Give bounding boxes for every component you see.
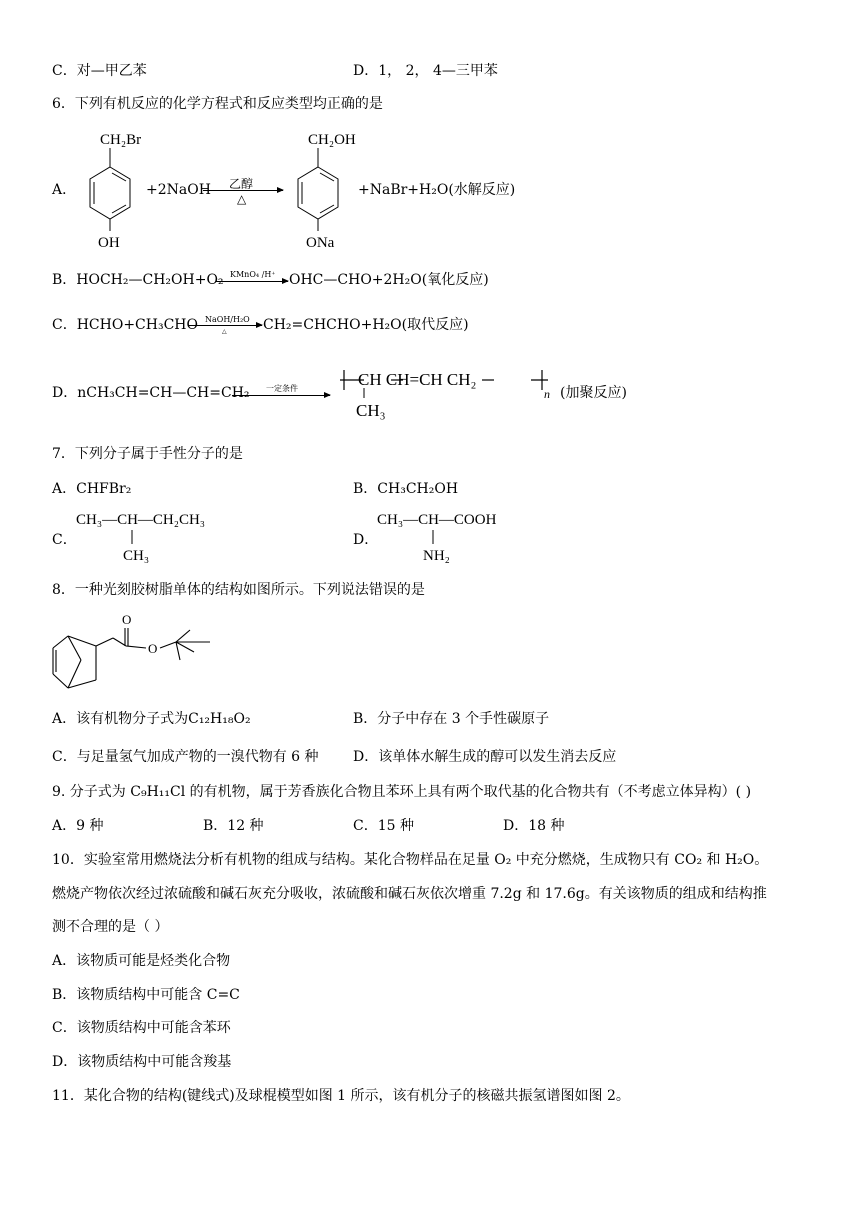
q6-a-reagent: +2NaOH xyxy=(146,182,211,198)
q7-d-structure xyxy=(377,508,537,568)
q5-option-c: C．对—甲乙苯 xyxy=(52,63,147,79)
q8-atom-o-carbonyl: O xyxy=(122,612,132,627)
q6-b-arrow xyxy=(216,281,288,282)
q6-d-polymer-structure xyxy=(336,362,558,422)
q8-option-d: D．该单体水解生成的醇可以发生消去反应 xyxy=(353,749,617,765)
q6-a-condition-top: 乙醇 xyxy=(229,177,254,191)
q8-stem: 8．一种光刻胶树脂单体的结构如图所示。下列说法错误的是 xyxy=(52,582,425,598)
q11-stem: 11．某化合物的结构(键线式)及球棍模型如图 1 所示，该有机分子的核磁共振氢谱图如图 2。 xyxy=(52,1088,630,1104)
q10-line-1: 10．实验室常用燃烧法分析有机物的组成与结构。某化合物样品在足量 O₂ 中充分燃烧，生成物只有 CO₂ 和 H₂O。 xyxy=(52,852,769,868)
q6-b-right: OHC—CHO+2H₂O(氧化反应) xyxy=(289,272,489,288)
q10-line-3: 测不合理的是（ ） xyxy=(52,919,169,935)
q7-d-main: CH₃—CH—COOH xyxy=(377,512,497,528)
q7-c-label: C． xyxy=(52,532,77,548)
q6-a-product-bottom-text: ONa xyxy=(306,235,335,251)
q8-option-c: C．与足量氢气加成产物的一溴代物有 6 种 xyxy=(52,749,319,765)
q8-atom-o-ester: O xyxy=(148,641,158,656)
q7-c-structure xyxy=(76,508,246,568)
q6-a-reactant-top-text: CH₂Br xyxy=(100,132,142,148)
q10-option-b: B．该物质结构中可能含 C=C xyxy=(52,987,240,1003)
q6-d-left: D．nCH₃CH=CH—CH=CH₂ xyxy=(52,385,250,401)
q6-c-condition-bottom: △ xyxy=(222,328,227,335)
q6-b-condition: KMnO₄ /H⁺ xyxy=(230,270,276,279)
q9-option-b: B．12 种 xyxy=(203,818,264,834)
q9-option-a: A．9 种 xyxy=(52,818,104,834)
q8-option-a: A．该有机物分子式为C₁₂H₁₈O₂ xyxy=(52,711,251,727)
q6-c-arrow xyxy=(188,325,262,326)
q6-a-product-top-text: CH₂OH xyxy=(308,132,356,148)
q7-c-main: CH₃—CH—CH₂CH₃ xyxy=(76,512,206,528)
q6-d-arrow xyxy=(232,395,330,396)
q7-option-a: A．CHFBr₂ xyxy=(52,481,132,497)
q8-monomer-structure xyxy=(48,608,228,700)
q6-stem: 6．下列有机反应的化学方程式和反应类型均正确的是 xyxy=(52,96,383,112)
q10-option-d: D．该物质结构中可能含羧基 xyxy=(52,1054,232,1070)
q10-line-2: 燃烧产物依次经过浓硫酸和碱石灰充分吸收，浓硫酸和碱石灰依次增重 7.2g 和 17.6g。有关该物质的组成和结构推 xyxy=(52,886,767,902)
q6-a-tail: +NaBr+H₂O(水解反应) xyxy=(358,182,516,198)
q8-option-b: B．分子中存在 3 个手性碳原子 xyxy=(353,711,550,727)
q6-d-condition: 一定条件 xyxy=(266,384,298,393)
q6-d-polymer-main: CH CH=CH CH₂ xyxy=(358,370,477,389)
q9-stem: 9. 分子式为 C₉H₁₁Cl 的有机物，属于芳香族化合物且苯环上具有两个取代基的化合物共有（不考虑立体异构）( ) xyxy=(52,784,752,800)
q6-d-type: (加聚反应) xyxy=(560,385,627,401)
q6-a-label: A． xyxy=(52,182,77,198)
q6-c-condition-top: NaOH/H₂O xyxy=(205,315,250,324)
q6-c-left: C．HCHO+CH₃CHO xyxy=(52,317,198,333)
q6-d-polymer-sub: CH₃ xyxy=(356,401,386,420)
q7-c-sub: CH₃ xyxy=(123,548,150,564)
q6-b-left: B．HOCH₂—CH₂OH+O₂ xyxy=(52,272,224,288)
q10-option-a: A．该物质可能是烃类化合物 xyxy=(52,953,231,969)
q9-option-d: D．18 种 xyxy=(503,818,565,834)
q7-stem: 7．下列分子属于手性分子的是 xyxy=(52,446,243,462)
q6-a-condition-bottom: △ xyxy=(237,192,247,206)
q7-d-label: D． xyxy=(353,532,379,548)
q9-option-c: C．15 种 xyxy=(353,818,414,834)
q7-option-b: B．CH₃CH₂OH xyxy=(353,481,459,497)
q7-d-sub: NH₂ xyxy=(423,548,450,564)
q6-d-polymer-n: n xyxy=(544,387,550,401)
q6-a-reactant-bottom-text: OH xyxy=(98,235,120,251)
q10-option-c: C．该物质结构中可能含苯环 xyxy=(52,1020,231,1036)
q6-a-product-structure xyxy=(282,125,362,253)
q6-c-right: CH₂=CHCHO+H₂O(取代反应) xyxy=(263,317,469,333)
q5-option-d: D．1， 2， 4—三甲苯 xyxy=(353,63,498,79)
q6-a-reactant-structure xyxy=(70,125,150,253)
